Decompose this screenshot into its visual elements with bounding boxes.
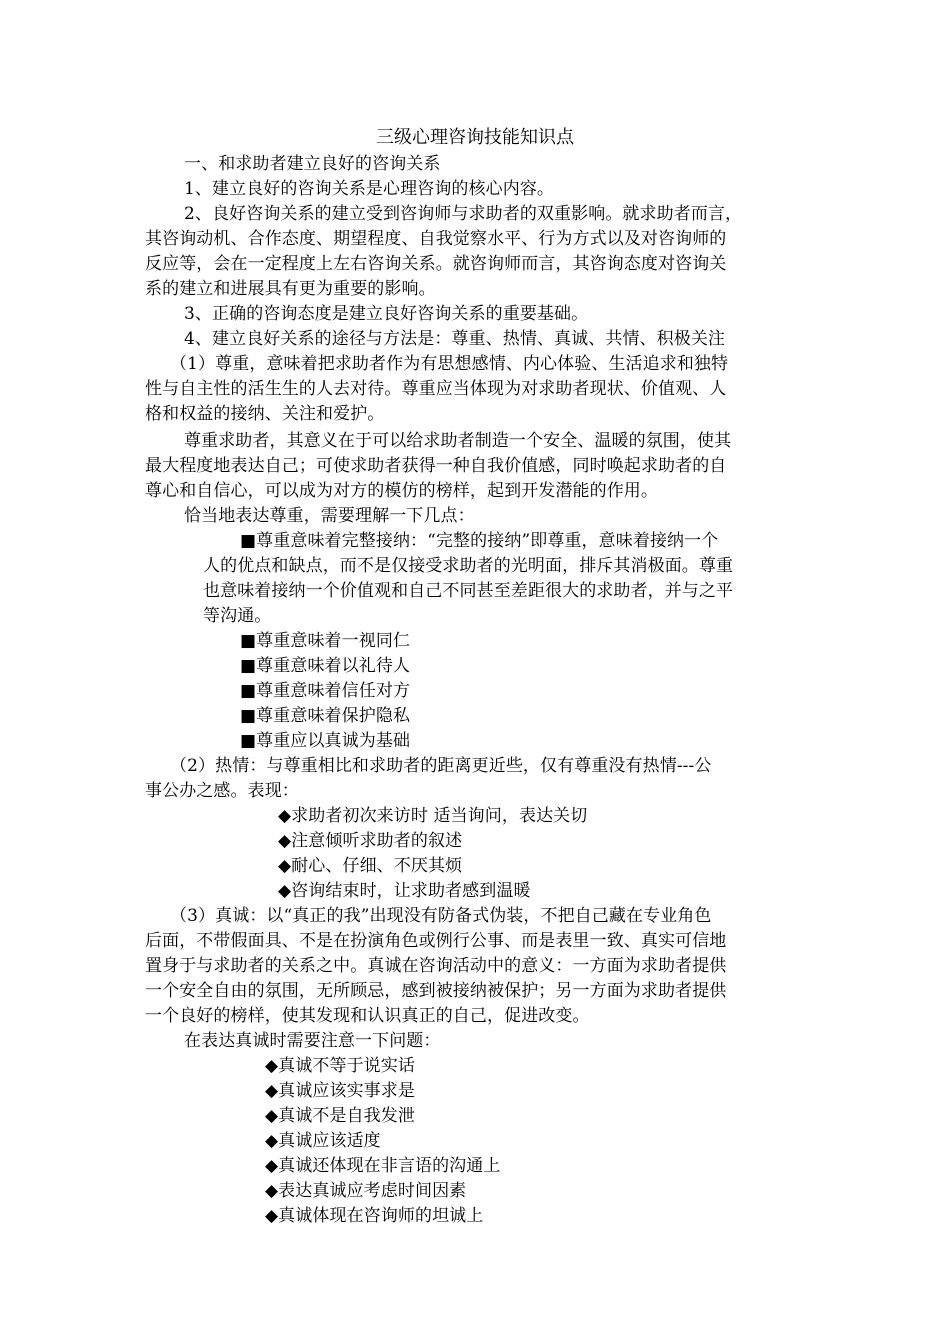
paragraph-line: 置身于与求助者的关系之中。真诚在咨询活动中的意义：一方面为求助者提供 [145,956,727,976]
bullet-item: ■尊重意味着以礼待人 [240,656,411,676]
bullet-item: ■尊重应以真诚为基础 [240,731,411,751]
bullet-item: ◆求助者初次来访时 适当询问，表达关切 [278,806,588,826]
paragraph-line: （2）热情：与尊重相比和求助者的距离更近些，仅有尊重没有热情---公 [170,756,712,776]
bullet-item: ◆注意倾听求助者的叙述 [278,831,463,851]
bullet-item: ■尊重意味着一视同仁 [240,631,411,651]
paragraph-line: 性与自主性的活生生的人去对待。尊重应当体现为对求助者现状、价值观、人 [145,379,727,399]
bullet-item: ◆真诚体现在咨询师的坦诚上 [265,1206,484,1226]
paragraph-line: 尊心和自信心，可以成为对方的模仿的榜样，起到开发潜能的作用。 [145,481,658,501]
paragraph-line: 一个安全自由的氛围，无所顾忌，感到被接纳被保护；另一方面为求助者提供 [145,981,727,1001]
paragraph-line: 格和权益的接纳、关注和爱护。 [145,404,385,424]
bullet-item: ◆真诚不是自我发泄 [265,1106,415,1126]
paragraph-line: 一个良好的榜样，使其发现和认识真正的自己，促进改变。 [145,1006,590,1026]
paragraph-line: 其咨询动机、合作态度、期望程度、自我觉察水平、行为方式以及对咨询师的 [145,229,727,249]
bullet-item: ◆真诚还体现在非言语的沟通上 [265,1156,501,1176]
paragraph-line: 事公办之感。表现： [145,781,299,801]
bullet-item: ■尊重意味着完整接纳：“完整的接纳”即尊重，意味着接纳一个 [240,531,719,551]
paragraph-line: 1、建立良好的咨询关系是心理咨询的核心内容。 [184,179,555,199]
paragraph-line: （1）尊重，意味着把求助者作为有思想感情、内心体验、生活追求和独特 [170,354,729,374]
document-title: 三级心理咨询技能知识点 [376,127,574,148]
bullet-continuation: 人的优点和缺点，而不是仅接受求助者的光明面，排斥其消极面。尊重 [203,556,734,576]
bullet-item: ■尊重意味着保护隐私 [240,706,411,726]
bullet-item: ◆真诚不等于说实话 [265,1056,415,1076]
paragraph-line: 反应等，会在一定程度上左右咨询关系。就咨询师而言，其咨询态度对咨询关 [145,254,727,274]
paragraph-line: 3、正确的咨询态度是建立良好咨询关系的重要基础。 [184,304,589,324]
paragraph-line: 恰当地表达尊重，需要理解一下几点： [184,506,475,526]
bullet-item: ◆真诚应该实事求是 [265,1081,415,1101]
bullet-item: ◆真诚应该适度 [265,1131,381,1151]
paragraph-line: 4、建立良好关系的途径与方法是：尊重、热情、真诚、共情、积极关注 [184,329,726,349]
paragraph-line: 2、良好咨询关系的建立受到咨询师与求助者的双重影响。就求助者而言， [184,204,743,224]
bullet-continuation: 等沟通。 [203,606,272,626]
bullet-continuation: 也意味着接纳一个价值观和自己不同甚至差距很大的求助者，并与之平 [203,581,734,601]
bullet-item: ◆耐心、仔细、不厌其烦 [278,856,463,876]
paragraph-line: 后面，不带假面具、不是在扮演角色或例行公事、而是表里一致、真实可信地 [145,931,727,951]
section-heading: 一、和求助者建立良好的咨询关系 [184,154,441,174]
paragraph-line: 尊重求助者，其意义在于可以给求助者制造一个安全、温暖的氛围，使其 [184,431,732,451]
paragraph-line: （3）真诚：以“真正的我”出现没有防备式伪装，不把自己藏在专业角色 [170,906,712,926]
bullet-item: ◆表达真诚应考虑时间因素 [265,1181,467,1201]
bullet-item: ◆咨询结束时，让求助者感到温暖 [278,881,531,901]
paragraph-line: 在表达真诚时需要注意一下问题： [184,1031,441,1051]
bullet-item: ■尊重意味着信任对方 [240,681,411,701]
paragraph-line: 系的建立和进展具有更为重要的影响。 [145,279,436,299]
paragraph-line: 最大程度地表达自己；可使求助者获得一种自我价值感，同时唤起求助者的自 [145,456,727,476]
